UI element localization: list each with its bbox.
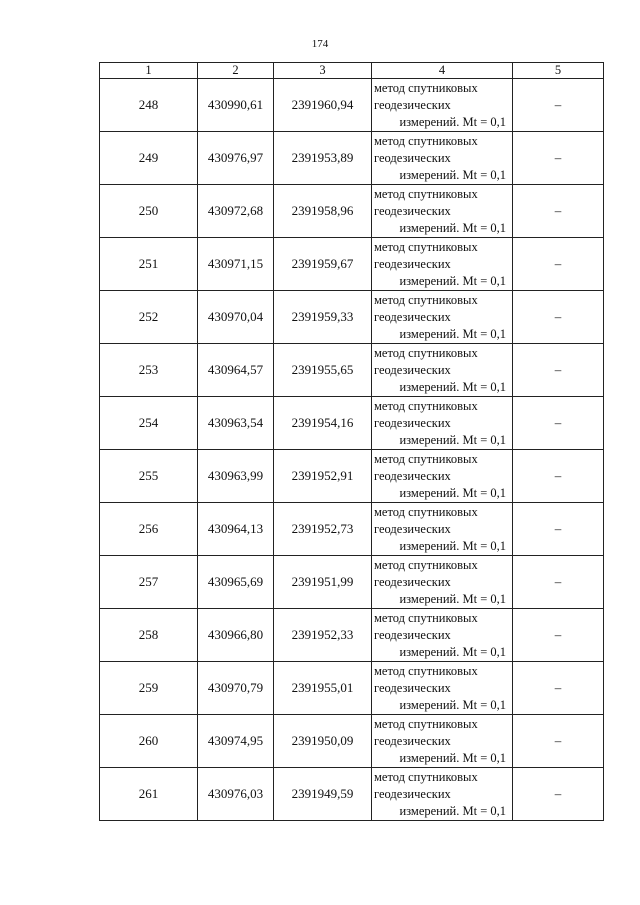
method-line: метод спутниковых [374,133,478,148]
method-line: геодезических [374,733,451,748]
note-cell: – [513,397,604,450]
method-cell [372,344,513,397]
x-coordinate-cell: 430976,03 [198,768,274,821]
x-coordinate-cell: 430972,68 [198,185,274,238]
point-id-cell: 257 [100,556,198,609]
method-line: геодезических [374,574,451,589]
header-col-5: 5 [513,63,604,79]
y-coordinate-cell: 2391955,65 [274,344,372,397]
method-line: геодезических [374,468,451,483]
header-col-2: 2 [198,63,274,79]
x-coordinate-cell: 430964,57 [198,344,274,397]
point-id-cell: 252 [100,291,198,344]
method-line: геодезических [374,415,451,430]
x-coordinate-cell: 430990,61 [198,79,274,132]
method-line: метод спутниковых [374,80,478,95]
method-line: измерений. Mt = 0,1 [399,538,506,553]
y-coordinate-cell: 2391959,67 [274,238,372,291]
method-line: геодезических [374,627,451,642]
method-line: геодезических [374,256,451,271]
y-coordinate-cell: 2391952,91 [274,450,372,503]
method-cell [372,768,513,821]
table-body [100,79,604,821]
table-row [100,185,604,238]
method-line: измерений. Mt = 0,1 [399,379,506,394]
point-id-cell: 251 [100,238,198,291]
method-line: измерений. Mt = 0,1 [399,220,506,235]
method-line: измерений. Mt = 0,1 [399,485,506,500]
note-cell: – [513,503,604,556]
method-cell [372,662,513,715]
x-coordinate-cell: 430963,54 [198,397,274,450]
coordinates-table [99,62,604,821]
method-line: измерений. Mt = 0,1 [399,803,506,818]
x-coordinate-cell: 430974,95 [198,715,274,768]
method-cell [372,556,513,609]
table-row [100,503,604,556]
y-coordinate-cell: 2391952,33 [274,609,372,662]
method-line: геодезических [374,521,451,536]
y-coordinate-cell: 2391952,73 [274,503,372,556]
x-coordinate-cell: 430965,69 [198,556,274,609]
method-line: измерений. Mt = 0,1 [399,114,506,129]
method-line: метод спутниковых [374,292,478,307]
method-line: геодезических [374,786,451,801]
header-col-4: 4 [372,63,513,79]
point-id-cell: 258 [100,609,198,662]
header-col-1: 1 [100,63,198,79]
method-line: метод спутниковых [374,345,478,360]
method-line: метод спутниковых [374,663,478,678]
note-cell: – [513,609,604,662]
table-header [100,63,604,79]
method-line: измерений. Mt = 0,1 [399,644,506,659]
y-coordinate-cell: 2391950,09 [274,715,372,768]
method-line: геодезических [374,97,451,112]
table-row [100,662,604,715]
point-id-cell: 248 [100,79,198,132]
method-line: измерений. Mt = 0,1 [399,697,506,712]
table-row [100,344,604,397]
table-row [100,715,604,768]
method-cell [372,715,513,768]
method-line: геодезических [374,203,451,218]
method-line: геодезических [374,680,451,695]
y-coordinate-cell: 2391958,96 [274,185,372,238]
method-cell [372,291,513,344]
x-coordinate-cell: 430970,04 [198,291,274,344]
y-coordinate-cell: 2391953,89 [274,132,372,185]
y-coordinate-cell: 2391959,33 [274,291,372,344]
table-row [100,79,604,132]
method-cell [372,503,513,556]
method-cell [372,238,513,291]
method-line: метод спутниковых [374,451,478,466]
table-row [100,132,604,185]
point-id-cell: 253 [100,344,198,397]
table-row [100,556,604,609]
method-cell [372,185,513,238]
method-line: метод спутниковых [374,769,478,784]
table-row [100,450,604,503]
point-id-cell: 255 [100,450,198,503]
y-coordinate-cell: 2391955,01 [274,662,372,715]
point-id-cell: 250 [100,185,198,238]
method-line: метод спутниковых [374,504,478,519]
y-coordinate-cell: 2391949,59 [274,768,372,821]
note-cell: – [513,185,604,238]
method-cell [372,450,513,503]
method-cell [372,79,513,132]
method-line: метод спутниковых [374,610,478,625]
y-coordinate-cell: 2391960,94 [274,79,372,132]
note-cell: – [513,132,604,185]
method-line: измерений. Mt = 0,1 [399,591,506,606]
note-cell: – [513,768,604,821]
x-coordinate-cell: 430970,79 [198,662,274,715]
method-line: метод спутниковых [374,239,478,254]
method-line: метод спутниковых [374,186,478,201]
table-row [100,768,604,821]
note-cell: – [513,79,604,132]
method-line: измерений. Mt = 0,1 [399,273,506,288]
note-cell: – [513,238,604,291]
note-cell: – [513,556,604,609]
point-id-cell: 249 [100,132,198,185]
point-id-cell: 259 [100,662,198,715]
method-line: метод спутниковых [374,716,478,731]
table-row [100,397,604,450]
x-coordinate-cell: 430976,97 [198,132,274,185]
method-line: измерений. Mt = 0,1 [399,167,506,182]
method-cell [372,397,513,450]
point-id-cell: 260 [100,715,198,768]
note-cell: – [513,450,604,503]
method-line: измерений. Mt = 0,1 [399,432,506,447]
method-line: измерений. Mt = 0,1 [399,326,506,341]
point-id-cell: 261 [100,768,198,821]
x-coordinate-cell: 430971,15 [198,238,274,291]
note-cell: – [513,291,604,344]
page-number: 174 [311,38,329,50]
method-line: метод спутниковых [374,398,478,413]
note-cell: – [513,662,604,715]
table-row [100,238,604,291]
table-row [100,291,604,344]
x-coordinate-cell: 430963,99 [198,450,274,503]
header-col-3: 3 [274,63,372,79]
point-id-cell: 254 [100,397,198,450]
point-id-cell: 256 [100,503,198,556]
x-coordinate-cell: 430964,13 [198,503,274,556]
note-cell: – [513,344,604,397]
y-coordinate-cell: 2391954,16 [274,397,372,450]
method-cell [372,609,513,662]
method-line: геодезических [374,150,451,165]
y-coordinate-cell: 2391951,99 [274,556,372,609]
x-coordinate-cell: 430966,80 [198,609,274,662]
header-row [100,63,604,79]
method-line: измерений. Mt = 0,1 [399,750,506,765]
method-line: геодезических [374,309,451,324]
note-cell: – [513,715,604,768]
table-row [100,609,604,662]
method-line: метод спутниковых [374,557,478,572]
method-cell [372,132,513,185]
method-line: геодезических [374,362,451,377]
